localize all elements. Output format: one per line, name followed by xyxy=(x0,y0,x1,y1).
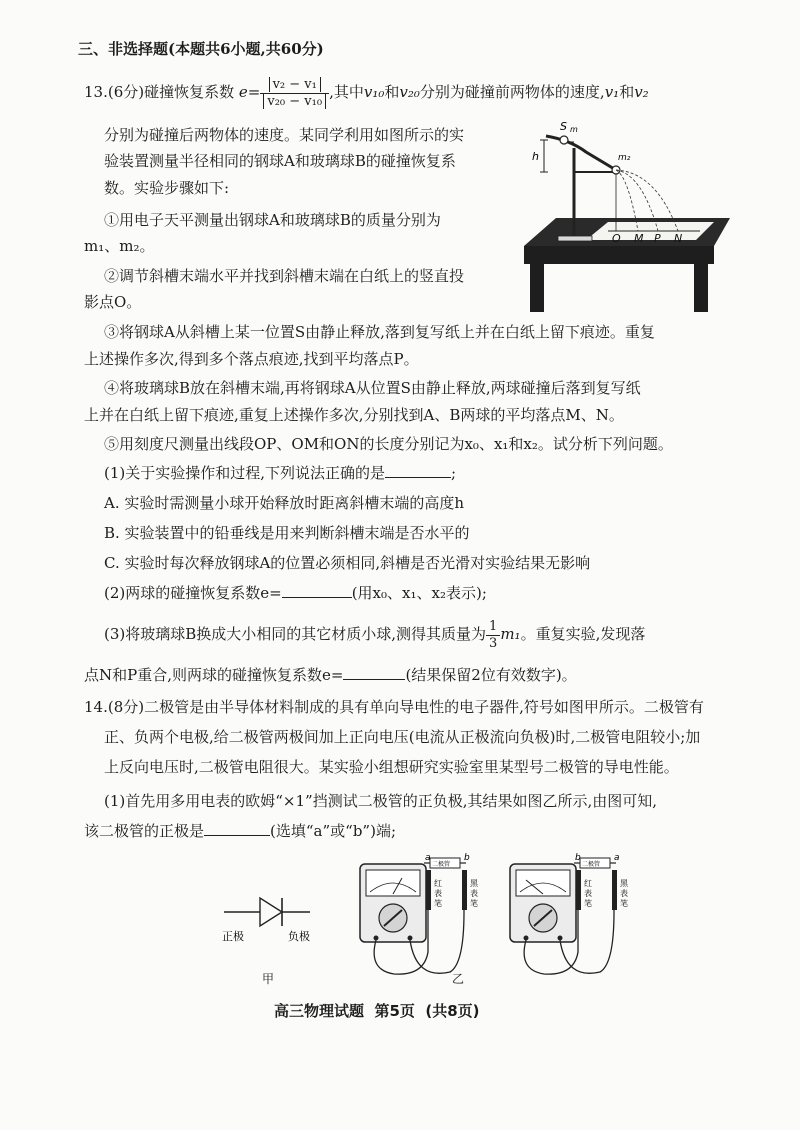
q13-sub2: (2)两球的碰撞恢复系数e= (用x₀、x₁、x₂表示); xyxy=(104,584,487,602)
answer-blank-13-1[interactable] xyxy=(385,463,451,478)
meter2-a-label: a xyxy=(614,853,620,863)
q13-step3b: 上述操作多次,得到多个落点痕迹,找到平均落点P。 xyxy=(84,350,419,368)
label-n: N xyxy=(674,232,683,245)
multimeter-figure-1 xyxy=(354,852,480,986)
meter2-diode-tag: 二极管 xyxy=(582,861,601,868)
q13-step1b: m₁、m₂。 xyxy=(84,237,155,255)
svg-text:表: 表 xyxy=(620,889,628,898)
q14-line3: 上反向电压时,二极管电阻很大。某实验小组想研究实验室里某型号二极管的导电性能。 xyxy=(104,758,679,776)
meter1-b-label: b xyxy=(464,853,470,863)
option-a: A. 实验时需测量小球开始释放时距离斜槽末端的高度h xyxy=(104,494,465,512)
q13-step2b: 影点O。 xyxy=(84,293,142,311)
meter1-red-probe-label: 红 xyxy=(434,879,442,888)
q13-intro-line: 13.(6分)碰撞恢复系数 e= $\frac{\text{v₂ − v₁}}{\text{v₂₀ − v₁₀}}$ ,其中v₁₀和v₂₀分别为碰撞前两物体的速度,v₁和v₂ xyxy=(84,76,649,109)
label-m: m xyxy=(570,125,578,134)
q13-step3a: ③将钢球A从斜槽上某一位置S由静止释放,落到复写纸上并在白纸上留下痕迹。重复 xyxy=(104,323,655,341)
label-p: P xyxy=(654,232,661,245)
meter2-black-probe-label: 黑 xyxy=(620,879,628,888)
answer-blank-13-3[interactable] xyxy=(343,665,405,680)
footer-subject: 高三物理试题 xyxy=(274,1002,365,1020)
page-footer xyxy=(274,1000,480,1022)
q13-step2a: ②调节斜槽末端水平并找到斜槽末端在白纸上的竖直投 xyxy=(104,267,465,285)
svg-text:表: 表 xyxy=(434,889,442,898)
label-m2: m₂ xyxy=(618,153,631,163)
svg-text:表: 表 xyxy=(470,889,478,898)
q13-step5: ⑤用刻度尺测量出线段OP、OM和ON的长度分别记为x₀、x₁和x₂。试分析下列问题。 xyxy=(104,435,673,453)
fig-yi-label: 乙 xyxy=(452,972,465,986)
meter2-red-probe-label: 红 xyxy=(584,879,592,888)
q13-points: (6分) xyxy=(107,83,145,101)
q13-number: 13. xyxy=(84,83,108,101)
footer-total: (共8页) xyxy=(425,1002,480,1020)
q13-sub3-cont: 点N和P重合,则两球的碰撞恢复系数e= (结果保留2位有效数字)。 xyxy=(84,666,577,684)
option-c: C. 实验时每次释放钢球A的位置必须相同,斜槽是否光滑对实验结果无影响 xyxy=(104,554,591,572)
svg-text:笔: 笔 xyxy=(434,899,442,908)
collision-apparatus-figure xyxy=(524,118,730,314)
q13-line3: 验装置测量半径相同的钢球A和玻璃球B的碰撞恢复系 xyxy=(104,152,456,170)
label-s: S xyxy=(560,120,567,133)
svg-text:笔: 笔 xyxy=(584,899,592,908)
q13-sub1: (1)关于实验操作和过程,下列说法正确的是 ; xyxy=(104,464,457,482)
one-third-fraction: $\frac{1}{3}$ xyxy=(486,619,500,652)
footer-page: 第5页 xyxy=(374,1002,415,1020)
meter1-black-probe-label: 黑 xyxy=(470,879,478,888)
q13-line2: 分别为碰撞后两物体的速度。某同学利用如图所示的实 xyxy=(104,126,465,144)
fig-jia-label: 甲 xyxy=(262,972,275,986)
section-title: 三、非选择题(本题共6小题,共60分) xyxy=(78,40,324,58)
q13-step1a: ①用电子天平测量出钢球A和玻璃球B的质量分别为 xyxy=(104,211,441,229)
q13-line4: 数。实验步骤如下: xyxy=(104,179,230,197)
q14-line2: 正、负两个电极,给二极管两极间加上正向电压(电流从正极流向负极)时,二极管电阻较小;加 xyxy=(104,728,701,746)
svg-text:笔: 笔 xyxy=(620,899,628,908)
meter1-a-label: a xyxy=(425,853,431,863)
q13-step4b: 上并在白纸上留下痕迹,重复上述操作多次,分别找到A、B两球的平均落点M、N。 xyxy=(84,406,624,424)
q13-step4a: ④将玻璃球B放在斜槽末端,再将钢球A从位置S由静止释放,两球碰撞后落到复写纸 xyxy=(104,379,641,397)
label-m-point: M xyxy=(634,232,644,245)
label-h: h xyxy=(532,150,539,163)
answer-blank-13-2[interactable] xyxy=(282,583,352,598)
q14-sub1a: (1)首先用多用电表的欧姆“×1”挡测试二极管的正负极,其结果如图乙所示,由图可知, xyxy=(104,792,658,810)
svg-text:笔: 笔 xyxy=(470,899,478,908)
diode-symbol-figure xyxy=(210,888,320,948)
diode-negative-label: 负极 xyxy=(288,930,310,943)
diode-positive-label: 正极 xyxy=(222,930,244,943)
q14-line1: 14.(8分)二极管是由半导体材料制成的具有单向导电性的电子器件,符号如图甲所示。二极管有 xyxy=(84,698,704,716)
restitution-formula: $\frac{\text{v₂ − v₁}}{\text{v₂₀ − v₁₀}}$ xyxy=(260,77,329,110)
option-b: B. 实验装置中的铅垂线是用来判断斜槽末端是否水平的 xyxy=(104,524,470,542)
q13-sub3: (3)将玻璃球B换成大小相同的其它材质小球,测得其质量为 $\frac{1}{3}$ m₁。重复实验,发现落 xyxy=(104,618,646,651)
label-o: O xyxy=(612,232,621,245)
meter1-diode-tag: 二极管 xyxy=(432,861,451,868)
multimeter-figure-2 xyxy=(504,852,630,986)
meter2-b-label: b xyxy=(575,853,581,863)
answer-blank-14-1[interactable] xyxy=(204,821,270,836)
q14-sub1b: 该二极管的正极是 (选填“a”或“b”)端; xyxy=(84,822,396,840)
svg-text:表: 表 xyxy=(584,889,592,898)
